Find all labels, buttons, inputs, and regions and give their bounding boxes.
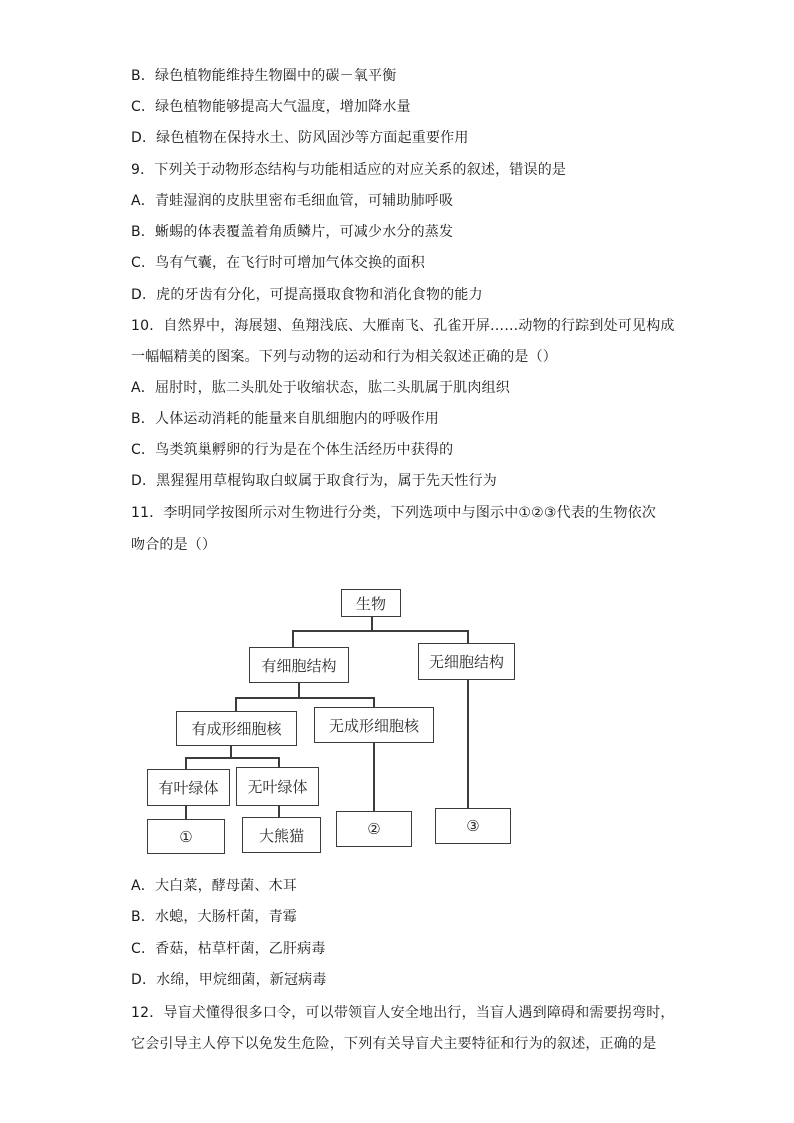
option-c-q8: C．绿色植物能够提高大气温度，增加降水量 xyxy=(131,99,411,115)
option-a-q11: A．大白菜，酵母菌、木耳 xyxy=(131,878,297,894)
box-leaf-panda: 大熊猫 xyxy=(242,817,321,853)
box-leaf-2: ② xyxy=(336,811,412,847)
connector xyxy=(278,757,280,768)
connector xyxy=(298,683,300,697)
box-organism: 生物 xyxy=(341,589,401,617)
box-leaf-1: ① xyxy=(147,819,225,854)
question-12-line2: 它会引导主人停下以免发生危险，下列有关导盲犬主要特征和行为的叙述，正确的是 xyxy=(131,1036,657,1052)
connector xyxy=(185,757,187,769)
connector xyxy=(235,697,237,712)
option-d-q9: D．虎的牙齿有分化，可提高摄取食物和消化食物的能力 xyxy=(131,287,483,303)
box-without-nucleus: 无成形细胞核 xyxy=(314,707,434,743)
connector xyxy=(235,697,374,699)
option-b-q8: B．绿色植物能维持生物圈中的碳－氧平衡 xyxy=(131,68,397,84)
option-b-q11: B．水螅，大肠杆菌，青霉 xyxy=(131,909,298,925)
question-11-line1: 11．李明同学按图所示对生物进行分类，下列选项中与图示中①②③代表的生物依次 xyxy=(131,505,657,521)
box-acellular: 无细胞结构 xyxy=(418,643,515,680)
option-a-q9: A．青蛙湿润的皮肤里密布毛细血管，可辅助肺呼吸 xyxy=(131,193,454,209)
box-leaf-3: ③ xyxy=(435,808,511,844)
question-12-line1: 12．导盲犬懂得很多口令，可以带领盲人安全地出行，当盲人遇到障碍和需要拐弯时， xyxy=(131,1005,675,1021)
option-c-q11: C．香菇，枯草杆菌，乙肝病毒 xyxy=(131,941,326,957)
option-b-q9: B．蜥蜴的体表覆盖着角质鳞片，可减少水分的蒸发 xyxy=(131,224,454,240)
option-c-q10: C．鸟类筑巢孵卵的行为是在个体生活经历中获得的 xyxy=(131,442,454,458)
box-with-nucleus: 有成形细胞核 xyxy=(176,711,297,746)
connector xyxy=(292,630,294,648)
connector xyxy=(467,679,469,809)
question-10-line1: 10．自然界中，海展翅、鱼翔浅底、大雁南飞、孔雀开屏……动物的行踪到处可见构成 xyxy=(131,318,675,334)
box-cellular: 有细胞结构 xyxy=(249,647,349,683)
connector xyxy=(371,616,373,631)
connector xyxy=(373,697,375,709)
connector xyxy=(185,806,187,820)
box-with-chloroplast: 有叶绿体 xyxy=(147,769,230,806)
connector xyxy=(292,630,468,632)
connector xyxy=(278,805,280,818)
connector xyxy=(230,745,232,757)
question-11-line2: 吻合的是（） xyxy=(131,537,217,553)
box-without-chloroplast: 无叶绿体 xyxy=(236,767,319,806)
option-a-q10: A．屈肘时，肱二头肌处于收缩状态，肱二头肌属于肌肉组织 xyxy=(131,380,510,396)
connector xyxy=(185,757,279,759)
connector xyxy=(467,630,469,645)
option-d-q11: D．水绵，甲烷细菌，新冠病毒 xyxy=(131,972,327,988)
option-d-q8: D．绿色植物在保持水土、防风固沙等方面起重要作用 xyxy=(131,130,469,146)
option-c-q9: C．鸟有气囊，在飞行时可增加气体交换的面积 xyxy=(131,255,425,271)
question-10-line2: 一幅幅精美的图案。下列与动物的运动和行为相关叙述正确的是（） xyxy=(131,349,557,365)
connector xyxy=(373,742,375,812)
option-b-q10: B．人体运动消耗的能量来自肌细胞内的呼吸作用 xyxy=(131,411,440,427)
option-d-q10: D．黑猩猩用草棍钩取白蚁属于取食行为，属于先天性行为 xyxy=(131,473,497,489)
question-9: 9．下列关于动物形态结构与功能相适应的对应关系的叙述，错误的是 xyxy=(131,162,567,178)
